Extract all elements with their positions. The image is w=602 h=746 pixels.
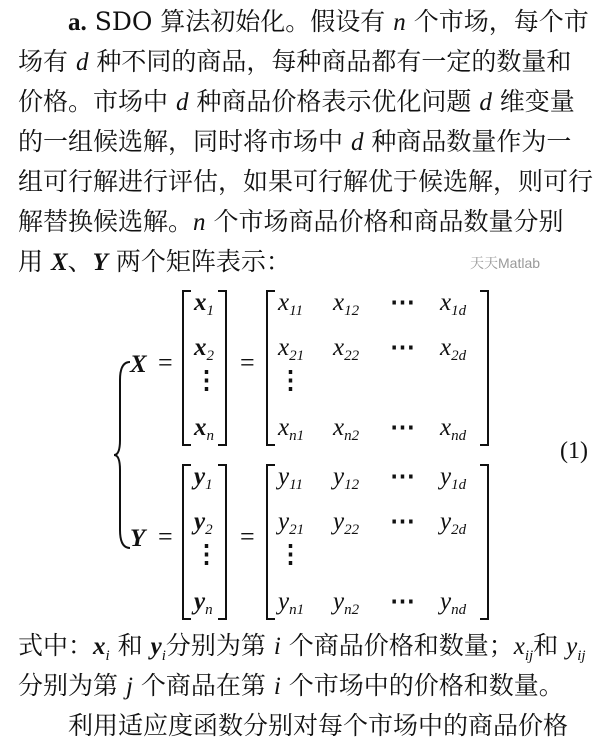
- text-segment: n: [393, 9, 406, 36]
- text-segment: y: [566, 633, 578, 660]
- text-segment: SDO 算法初始化。假设有: [86, 7, 394, 36]
- matrix-entry: $x_{11}$: [278, 289, 303, 319]
- text-segment: 个市场，每个市: [405, 7, 589, 36]
- text-segment: 利用适应度函数分别对每个市场中的商品价格: [68, 711, 569, 740]
- text-segment: X: [50, 249, 68, 276]
- matrix-entry: ⋯: [390, 414, 415, 441]
- left-bracket: [182, 464, 191, 620]
- matrix-entry: $y_n$: [194, 588, 213, 618]
- matrix-entry: $y_{22}$: [333, 508, 360, 538]
- text-segment: 解替换候选解。: [18, 207, 194, 236]
- text-segment: d: [175, 89, 189, 116]
- text-segment: 和: [109, 631, 151, 660]
- matrix-entry: $x_{12}$: [333, 289, 360, 319]
- text-segment: 式中：: [18, 631, 94, 660]
- text-segment: 分别为第: [18, 671, 126, 700]
- text-segment: 用: [18, 247, 51, 276]
- equals-sign: =: [158, 522, 173, 551]
- text-line: [18, 42, 571, 82]
- text-line: [68, 2, 589, 42]
- text-segment: 种商品数量作为一: [363, 127, 572, 156]
- matrix-entry: $x_{2d}$: [440, 334, 467, 364]
- matrix-entry: $x_{22}$: [333, 334, 360, 364]
- matrix-entry: ⋯: [390, 289, 415, 316]
- text-segment: j: [125, 673, 133, 700]
- right-bracket: [218, 290, 227, 446]
- text-segment: i: [105, 648, 110, 664]
- text-segment: 的一组候选解，同时将市场中: [18, 127, 351, 156]
- text-segment: x: [93, 633, 106, 660]
- matrix-entry: ⋯: [390, 508, 415, 535]
- text-segment: i: [161, 648, 166, 664]
- watermark: 天天Matlab: [470, 255, 541, 271]
- matrix-entry: $y_1$: [194, 463, 213, 493]
- matrix-entry: ⋮: [194, 367, 219, 394]
- left-bracket: [182, 290, 191, 446]
- left-brace-icon: [112, 360, 132, 550]
- text-line: [18, 242, 291, 282]
- equals-sign: =: [158, 348, 173, 377]
- text-segment: ij: [577, 648, 586, 664]
- text-line: [18, 162, 593, 202]
- matrix-entry: $x_1$: [194, 289, 214, 319]
- text-segment: 个市场中的价格和数量。: [280, 671, 564, 700]
- right-bracket: [480, 464, 489, 620]
- matrix-label: X: [130, 351, 147, 378]
- text-line: [18, 202, 563, 242]
- text-segment: i: [273, 673, 281, 700]
- matrix-entry: ⋯: [390, 463, 415, 490]
- matrix-entry: $y_{n2}$: [333, 588, 360, 618]
- matrix-entry: ⋯: [390, 588, 415, 615]
- matrix-label: Y: [130, 525, 146, 552]
- matrix-entry: $x_n$: [194, 414, 214, 444]
- text-segment: 种商品价格表示优化问题: [188, 87, 480, 116]
- text-segment: 个商品在第: [132, 671, 274, 700]
- matrix-entry: ⋮: [278, 367, 303, 394]
- left-bracket: [266, 290, 275, 446]
- text-line: [18, 626, 586, 666]
- matrix-entry: $y_{11}$: [278, 463, 303, 493]
- text-segment: 维变量: [491, 87, 575, 116]
- equals-sign: =: [240, 522, 255, 551]
- matrix-entry: $y_{1d}$: [440, 463, 467, 493]
- text-line: [18, 666, 564, 706]
- text-segment: d: [479, 89, 492, 116]
- text-segment: Y: [92, 249, 108, 276]
- right-bracket: [480, 290, 489, 446]
- text-segment: d: [350, 129, 364, 156]
- matrix-entry: $y_2$: [194, 508, 213, 538]
- text-segment: n: [193, 209, 206, 236]
- matrix-entry: ⋮: [278, 541, 303, 568]
- text-segment: 分别为第: [165, 631, 274, 660]
- matrix-entry: ⋯: [390, 334, 415, 361]
- matrix-entry: ⋮: [194, 541, 219, 568]
- text-line: [18, 122, 571, 162]
- matrix-entry: $y_{12}$: [333, 463, 360, 493]
- text-segment: 个市场商品价格和商品数量分别: [205, 207, 564, 236]
- text-segment: x: [513, 633, 525, 660]
- right-bracket: [218, 464, 227, 620]
- matrix-entry: $y_{n1}$: [278, 588, 305, 618]
- text-segment: 组可行解进行评估，如果可行解优于候选解，则可行: [18, 167, 594, 196]
- text-segment: a.: [68, 9, 87, 36]
- equals-sign: =: [240, 348, 255, 377]
- equation-number: (1): [560, 438, 588, 464]
- text-segment: i: [273, 633, 281, 660]
- matrix-entry: $x_{21}$: [278, 334, 305, 364]
- text-segment: 个商品价格和数量；: [280, 631, 514, 660]
- text-segment: 价格。市场中: [18, 87, 176, 116]
- text-segment: 种不同的商品，每种商品都有一定的数量和: [88, 47, 572, 76]
- text-segment: d: [75, 49, 89, 76]
- text-line: [18, 82, 575, 122]
- matrix-entry: $y_{2d}$: [440, 508, 467, 538]
- text-segment: ij: [524, 648, 534, 664]
- text-line: [68, 706, 568, 746]
- matrix-entry: $x_{1d}$: [440, 289, 467, 319]
- text-segment: 场有: [18, 47, 76, 76]
- text-segment: 两个矩阵表示：: [107, 247, 291, 276]
- text-segment: 和: [533, 631, 567, 660]
- matrix-entry: $y_{nd}$: [440, 588, 467, 618]
- text-segment: 、: [67, 247, 93, 276]
- matrix-entry: $y_{21}$: [278, 508, 305, 538]
- matrix-entry: $x_2$: [194, 334, 214, 364]
- text-segment: y: [150, 633, 162, 660]
- matrix-entry: $x_{n2}$: [333, 414, 360, 444]
- matrix-entry: $x_{n1}$: [278, 414, 305, 444]
- left-bracket: [266, 464, 275, 620]
- matrix-entry: $x_{nd}$: [440, 414, 467, 444]
